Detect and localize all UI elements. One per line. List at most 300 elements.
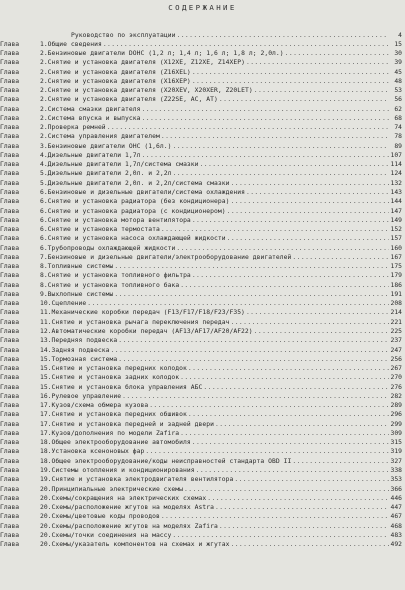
toc-entry-title: Топливные системы: [47, 263, 114, 271]
toc-page-number: 48: [394, 77, 402, 85]
toc-chapter-label: Глава: [0, 374, 20, 382]
dot-leader: [145, 447, 389, 456]
toc-page-number: 289: [390, 402, 402, 410]
toc-entry: [0, 179, 405, 188]
dot-leader: [230, 540, 389, 549]
toc-chapter-number: 15.: [40, 355, 52, 363]
dot-leader: [219, 522, 389, 531]
toc-entry: [0, 68, 405, 77]
toc-entry-title: Общие сведения: [47, 40, 102, 48]
dot-leader: [192, 216, 389, 225]
toc-chapter-label: Глава: [0, 244, 20, 252]
toc-page-number: 270: [390, 374, 402, 382]
toc-page-number: 208: [390, 300, 402, 308]
toc-entry-title: Схемы/сокращения на электрических схемах: [51, 494, 207, 502]
toc-page-number: 179: [390, 272, 402, 280]
toc-entry-title: Бензиновые и дизельные двигатели/система охлаждения: [47, 189, 245, 197]
toc-entry: [0, 234, 405, 243]
toc-page-number: 147: [390, 207, 402, 215]
toc-page-number: 191: [390, 290, 402, 298]
toc-chapter-label: Глава: [0, 392, 20, 400]
toc-chapter-label: Глава: [0, 420, 20, 428]
toc-entry-title: Задняя подвеска: [51, 346, 110, 354]
toc-entry-title: Общее электрооборудование автомобиля: [51, 439, 191, 447]
toc-chapter-label: Глава: [0, 513, 20, 521]
dot-leader: [107, 123, 389, 132]
toc-entry: [0, 485, 405, 494]
toc-entry-title: Схемы/расположение жгутов на моделях Zafira: [51, 522, 218, 530]
toc-entry-title: Тормозная система: [51, 355, 118, 363]
toc-page-number: 78: [394, 133, 402, 141]
toc-page-number: 492: [390, 541, 402, 549]
toc-chapter-number: 20.: [40, 494, 52, 502]
toc-chapter-label: Глава: [0, 40, 20, 48]
toc-entry-title: Схемы/цветовые коды проводов: [51, 513, 160, 521]
toc-chapter-number: 6.: [40, 226, 48, 234]
toc-entry: [0, 383, 405, 392]
page-title: СОДЕРЖАНИЕ: [168, 3, 237, 12]
toc-chapter-label: Глава: [0, 494, 20, 502]
toc-entry-title: Передняя подвеска: [51, 337, 118, 345]
toc-entry: [0, 364, 405, 373]
toc-chapter-number: 8.: [40, 263, 48, 271]
toc-chapter-number: 12.: [40, 328, 52, 335]
toc-page-number: 68: [394, 114, 402, 122]
toc-entry: [0, 494, 405, 503]
toc-chapter-number: 17.: [40, 411, 52, 419]
toc-chapter-label: Глава: [0, 504, 20, 512]
dot-leader: [87, 299, 389, 308]
dot-leader: [230, 318, 389, 327]
toc-page-number: 299: [390, 420, 402, 428]
toc-chapter-number: 2.: [40, 105, 48, 113]
toc-entry-title: Системы отопления и кондиционирования: [51, 466, 195, 474]
toc-entry: [0, 410, 405, 419]
toc-chapter-number: 2.: [40, 124, 48, 132]
toc-entry-title: Снятие и установка радиатора (без кондиционера): [47, 198, 230, 206]
dot-leader: [246, 188, 389, 197]
toc-chapter-label: Глава: [0, 337, 20, 345]
dot-leader: [192, 77, 389, 86]
toc-chapter-number: 10.: [40, 300, 52, 308]
dot-leader: [161, 512, 389, 521]
toc-page-number: 282: [390, 392, 402, 400]
toc-page-number: 132: [390, 179, 402, 187]
toc-entry: [0, 188, 405, 197]
toc-entry: [0, 244, 405, 253]
toc-chapter-label: Глава: [0, 411, 20, 419]
toc-chapter-label: Глава: [0, 170, 20, 178]
toc-chapter-label: Глава: [0, 318, 20, 326]
toc-chapter-number: 14.: [40, 346, 52, 354]
toc-chapter-label: Глава: [0, 96, 20, 104]
dot-leader: [196, 466, 389, 475]
toc-chapter-number: 11.: [40, 318, 52, 326]
toc-chapter-label: Глава: [0, 263, 20, 271]
toc-entry: [0, 132, 405, 141]
toc-entry-title: Снятие и установка задних колодок: [51, 374, 180, 382]
toc-entry: [0, 31, 405, 40]
toc-entry-title: Система впуска и выпуска: [47, 114, 141, 122]
toc-chapter-number: 4.: [40, 161, 48, 169]
toc-page-number: 225: [390, 328, 402, 335]
toc-chapter-number: 7.: [40, 253, 48, 261]
toc-entry: [0, 447, 405, 456]
toc-entry: [0, 327, 405, 336]
toc-chapter-number: 16.: [40, 392, 52, 400]
toc-page-number: 56: [394, 96, 402, 104]
toc-entry: [0, 373, 405, 382]
toc-entry: [0, 58, 405, 67]
toc-page-number: 107: [390, 151, 402, 159]
toc-page-number: 89: [394, 142, 402, 150]
toc-page-number: 149: [390, 216, 402, 224]
toc-entry: [0, 123, 405, 132]
toc-chapter-number: 19.: [40, 466, 52, 474]
toc-page-number: 4: [398, 31, 402, 39]
toc-chapter-label: Глава: [0, 457, 20, 465]
dot-leader: [103, 40, 389, 49]
toc-page-number: 39: [394, 59, 402, 67]
toc-chapter-label: Глава: [0, 124, 20, 132]
toc-chapter-number: 6.: [40, 216, 48, 224]
toc-page-number: 45: [394, 68, 402, 76]
dot-leader: [219, 95, 389, 104]
toc-entry-title: Снятие и установка электродвигателя вентилятора: [51, 476, 234, 484]
toc-entry-title: Принципиальные электрические схемы: [51, 485, 184, 493]
toc-entry: [0, 540, 405, 549]
toc-chapter-label: Глава: [0, 328, 20, 335]
toc-entry-title: Снятие и установка передней и задней двери: [51, 420, 214, 428]
toc-chapter-number: 11.: [40, 309, 52, 317]
toc-page-number: 366: [390, 485, 402, 493]
toc-entry-title: Система управления двигателем: [47, 133, 160, 141]
toc-entry: [0, 392, 405, 401]
toc-entry-title: Снятие и установка термостата: [47, 226, 160, 234]
toc-entry: [0, 40, 405, 49]
toc-page-number: 167: [390, 253, 402, 261]
toc-entry: [0, 169, 405, 178]
toc-entry: [0, 336, 405, 345]
toc-entry: [0, 216, 405, 225]
dot-leader: [227, 207, 389, 216]
toc-entry: [0, 262, 405, 271]
dot-leader: [254, 327, 389, 336]
toc-chapter-number: 1.: [40, 40, 48, 48]
toc-page-number: 467: [390, 513, 402, 521]
dot-leader: [292, 457, 389, 466]
dot-leader: [207, 494, 389, 503]
toc-entry-title: Установка ксеноновых фар: [51, 448, 145, 456]
dot-leader: [215, 503, 389, 512]
toc-chapter-label: Глава: [0, 189, 20, 197]
toc-page-number: 256: [390, 355, 402, 363]
dot-leader: [142, 105, 389, 114]
toc-page-number: 247: [390, 346, 402, 354]
toc-chapter-label: Глава: [0, 439, 20, 447]
toc-entry-title: Бензиновые двигатели ОНС (1,6л.): [47, 142, 172, 150]
toc-chapter-label: Глава: [0, 281, 20, 289]
toc-chapter-number: 18.: [40, 439, 52, 447]
toc-entry: [0, 522, 405, 531]
toc-page-number: 221: [390, 318, 402, 326]
toc-chapter-number: 20.: [40, 513, 52, 521]
toc-chapter-label: Глава: [0, 355, 20, 363]
toc-chapter-label: Глава: [0, 300, 20, 308]
toc-chapter-label: Глава: [0, 309, 20, 317]
toc-chapter-label: Глава: [0, 133, 20, 141]
toc-chapter-label: Глава: [0, 346, 20, 354]
toc-page-number: 338: [390, 466, 402, 474]
toc-page-number: 309: [390, 429, 402, 437]
toc-entry-title: Общее электрооборудование/коды неисправностей стандарта OBD II: [51, 457, 292, 465]
toc-entry: [0, 86, 405, 95]
toc-page-number: 267: [390, 365, 402, 373]
toc-entry-title: Снятие и установка двигателя (Z22SE, AC, AT): [47, 96, 218, 104]
dot-leader: [122, 392, 389, 401]
toc-entry: [0, 355, 405, 364]
dot-leader: [254, 86, 389, 95]
dot-leader: [246, 58, 389, 67]
toc-page-number: 30: [394, 50, 402, 58]
dot-leader: [176, 244, 389, 253]
toc-chapter-number: 5.: [40, 170, 48, 178]
dot-leader: [172, 142, 389, 151]
toc-entry-title: Механические коробки передач (F13/F17/F18/F23/F35): [51, 309, 245, 317]
toc-page-number: 237: [390, 337, 402, 345]
toc-entry: [0, 318, 405, 327]
toc-chapter-number: 20.: [40, 504, 52, 512]
table-of-contents: [0, 31, 405, 550]
toc-chapter-number: 17.: [40, 429, 52, 437]
toc-chapter-number: 2.: [40, 96, 48, 104]
dot-leader: [176, 31, 389, 40]
toc-entry-title: Снятие и установка передних обшивок: [51, 411, 187, 419]
toc-chapter-label: Глава: [0, 476, 20, 484]
toc-page-number: 157: [390, 235, 402, 243]
toc-entry-title: Бензиновые двигатели DOHC (1,2 л; 1,4 л; 1,6 л; 1,8 л; 2,0л.): [47, 50, 284, 58]
toc-entry-title: Трубопроводы охлаждающей жидкости: [47, 244, 176, 252]
toc-entry: [0, 253, 405, 262]
toc-page-number: 468: [390, 522, 402, 530]
dot-leader: [142, 151, 389, 160]
toc-chapter-number: 6.: [40, 244, 48, 252]
toc-page-number: 276: [390, 383, 402, 391]
toc-entry: [0, 114, 405, 123]
toc-entry-title: Снятие и установка топливного фильтра: [47, 272, 191, 280]
dot-leader: [172, 169, 389, 178]
toc-chapter-number: 18.: [40, 457, 52, 465]
dot-leader: [149, 401, 389, 410]
toc-entry-title: Автоматические коробки передач (AF13/AF17/AF20/AF22): [51, 328, 253, 335]
toc-entry: [0, 429, 405, 438]
dot-leader: [180, 281, 389, 290]
toc-chapter-number: 15.: [40, 365, 52, 373]
toc-entry: [0, 438, 405, 447]
toc-chapter-label: Глава: [0, 105, 20, 113]
toc-entry-title: Снятие и установка двигателя (Z16XEL): [47, 68, 191, 76]
toc-entry: [0, 105, 405, 114]
toc-chapter-number: 9.: [40, 290, 48, 298]
toc-page-number: 15: [394, 40, 402, 48]
toc-page-number: 152: [390, 226, 402, 234]
toc-chapter-label: Глава: [0, 77, 20, 85]
toc-chapter-label: Глава: [0, 235, 20, 243]
toc-page-number: 144: [390, 198, 402, 206]
toc-chapter-label: Глава: [0, 226, 20, 234]
toc-chapter-label: Глава: [0, 151, 20, 159]
toc-chapter-label: Глава: [0, 87, 20, 95]
dot-leader: [203, 383, 389, 392]
dot-leader: [142, 114, 389, 123]
toc-entry: [0, 401, 405, 410]
toc-entry-title: Рулевое управление: [51, 392, 122, 400]
toc-entry-title: Снятие и установка двигателя (X12XE, Z12XE, Z14XEP): [47, 59, 245, 67]
toc-entry-title: Сцепление: [51, 300, 87, 308]
toc-page-number: 186: [390, 281, 402, 289]
toc-page-number: 143: [390, 189, 402, 197]
toc-entry: [0, 151, 405, 160]
toc-chapter-number: 6.: [40, 235, 48, 243]
dot-leader: [172, 531, 389, 540]
toc-entry-title: Снятие и установка рычага переключения передач: [51, 318, 230, 326]
toc-entry: [0, 308, 405, 317]
toc-chapter-number: 15.: [40, 374, 52, 382]
dot-leader: [192, 68, 389, 77]
dot-leader: [285, 49, 389, 58]
toc-page-number: 447: [390, 504, 402, 512]
toc-chapter-label: Глава: [0, 429, 20, 437]
toc-entry-title: Выхлопные системы: [47, 290, 114, 298]
toc-entry: [0, 142, 405, 151]
toc-chapter-number: 20.: [40, 522, 52, 530]
toc-chapter-number: 19.: [40, 476, 52, 484]
toc-entry: [0, 160, 405, 169]
toc-entry-title: Дизельные двигатели 1,7л: [47, 151, 141, 159]
toc-entry: [0, 466, 405, 475]
toc-chapter-number: 18.: [40, 448, 52, 456]
toc-entry-title: Снятие и установка двигателя (X20XEV, X20XER, Z20LET): [47, 87, 253, 95]
toc-page-number: 319: [390, 448, 402, 456]
toc-entry-title: Система смазки двигателя: [47, 105, 141, 113]
toc-chapter-label: Глава: [0, 68, 20, 76]
toc-page-number: 315: [390, 439, 402, 447]
toc-chapter-label: Глава: [0, 272, 20, 280]
toc-chapter-number: 2.: [40, 68, 48, 76]
toc-chapter-label: Глава: [0, 531, 20, 539]
dot-leader: [180, 373, 389, 382]
dot-leader: [111, 346, 389, 355]
toc-chapter-number: 8.: [40, 281, 48, 289]
toc-chapter-number: 20.: [40, 485, 52, 493]
toc-entry: [0, 281, 405, 290]
dot-leader: [161, 132, 389, 141]
toc-entry-title: Снятие и установка блока управления АБС: [51, 383, 203, 391]
dot-leader: [227, 234, 389, 243]
dot-leader: [192, 438, 389, 447]
toc-entry-title: Руководство по эксплуатации: [71, 31, 176, 39]
toc-entry: [0, 49, 405, 58]
toc-page-number: 124: [390, 170, 402, 178]
toc-entry: [0, 299, 405, 308]
toc-page-number: 327: [390, 457, 402, 465]
dot-leader: [184, 485, 389, 494]
toc-entry-title: Снятие и установка двигателя (X16XEP): [47, 77, 191, 85]
toc-chapter-number: 20.: [40, 531, 52, 539]
dot-leader: [231, 197, 390, 206]
toc-entry: [0, 77, 405, 86]
toc-page-number: 214: [390, 309, 402, 317]
toc-entry-title: Дизельные двигатели 2,0л. и 2,2л/система смазки: [47, 179, 230, 187]
dot-leader: [114, 262, 389, 271]
dot-leader: [246, 308, 389, 317]
toc-chapter-number: 2.: [40, 87, 48, 95]
dot-leader: [118, 355, 389, 364]
toc-entry-title: Дизельные двигатели 2,0л. и 2,2л: [47, 170, 172, 178]
toc-page-number: 114: [390, 161, 402, 169]
toc-entry: [0, 271, 405, 280]
toc-entry-title: Кузов/дополнения по модели Zafira: [51, 429, 180, 437]
dot-leader: [192, 271, 389, 280]
toc-chapter-label: Глава: [0, 485, 20, 493]
dot-leader: [188, 364, 389, 373]
toc-page-number: 483: [390, 531, 402, 539]
toc-entry: [0, 512, 405, 521]
toc-chapter-label: Глава: [0, 207, 20, 215]
toc-chapter-label: Глава: [0, 253, 20, 261]
toc-entry-title: Дизельные двигатели 1,7л/система смазки: [47, 161, 199, 169]
toc-entry-title: Снятие и установка насоса охлаждающей жидкости: [47, 235, 226, 243]
toc-chapter-number: 17.: [40, 402, 52, 410]
dot-leader: [200, 160, 389, 169]
dot-leader: [118, 336, 389, 345]
toc-page-number: 175: [390, 263, 402, 271]
toc-chapter-number: 15.: [40, 383, 52, 391]
toc-chapter-number: 2.: [40, 59, 48, 67]
toc-chapter-label: Глава: [0, 50, 20, 58]
toc-chapter-number: 4.: [40, 151, 48, 159]
toc-entry: [0, 95, 405, 104]
dot-leader: [180, 429, 389, 438]
toc-entry-title: Снятие и установка радиатора (с кондиционером): [47, 207, 226, 215]
toc-chapter-number: 6.: [40, 198, 48, 206]
toc-chapter-label: Глава: [0, 522, 20, 530]
dot-leader: [234, 475, 389, 484]
toc-entry: [0, 475, 405, 484]
toc-chapter-number: 3.: [40, 142, 48, 150]
toc-entry-title: Схемы/указатель компонентов на схемах и жгутах: [51, 541, 230, 549]
toc-page-number: 296: [390, 411, 402, 419]
toc-chapter-number: 17.: [40, 420, 52, 428]
toc-chapter-number: 2.: [40, 114, 48, 122]
toc-entry-title: Бензиновые и дизельные двигатели/электрооборудование двигателей: [47, 253, 292, 261]
toc-chapter-number: 6.: [40, 189, 48, 197]
toc-chapter-number: 2.: [40, 50, 48, 58]
toc-chapter-label: Глава: [0, 448, 20, 456]
toc-page-number: 62: [394, 105, 402, 113]
toc-chapter-label: Глава: [0, 383, 20, 391]
dot-leader: [215, 420, 389, 429]
toc-chapter-label: Глава: [0, 161, 20, 169]
toc-entry: [0, 420, 405, 429]
toc-chapter-number: 6.: [40, 207, 48, 215]
toc-chapter-label: Глава: [0, 541, 20, 549]
toc-chapter-label: Глава: [0, 365, 20, 373]
toc-entry-title: Схемы/точки соединения на массу: [51, 531, 172, 539]
toc-chapter-label: Глава: [0, 402, 20, 410]
toc-chapter-label: Глава: [0, 179, 20, 187]
toc-entry: [0, 346, 405, 355]
